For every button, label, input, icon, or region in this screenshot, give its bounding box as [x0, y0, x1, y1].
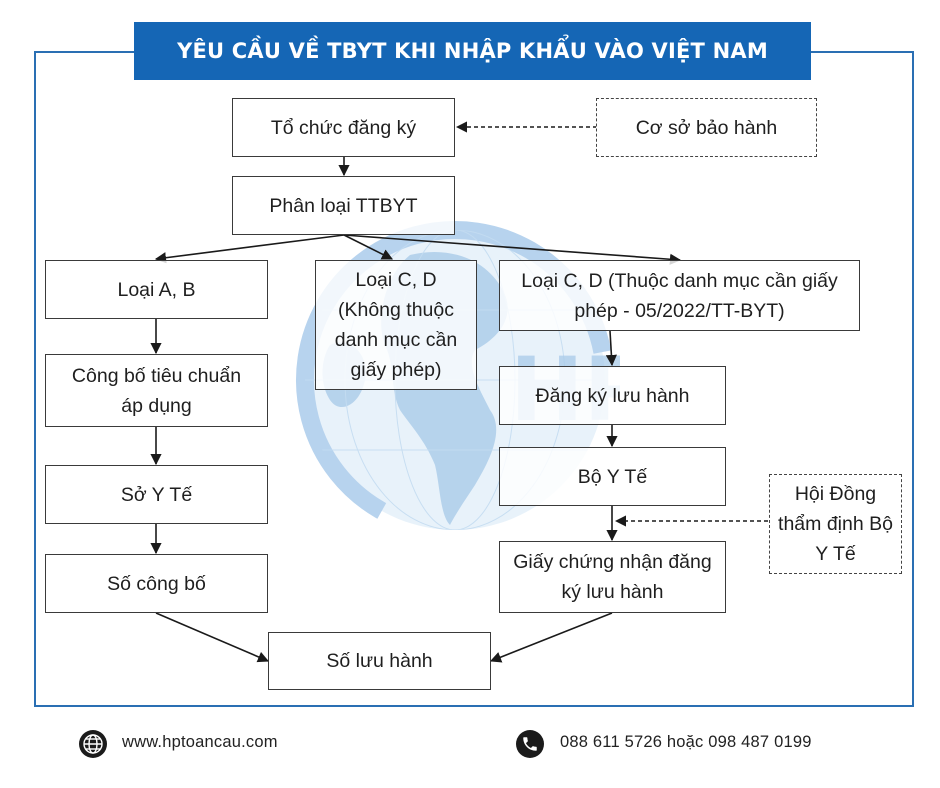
node-bo-y-te: Bộ Y Tế: [499, 447, 726, 506]
node-co-so-bao-hanh: Cơ sở bảo hành: [596, 98, 817, 157]
website-link[interactable]: www.hptoancau.com: [122, 733, 278, 751]
node-hoi-dong-tham-dinh: Hội Đồng thẩm định Bộ Y Tế: [769, 474, 902, 574]
node-to-chuc-dang-ky: Tổ chức đăng ký: [232, 98, 455, 157]
phone-number[interactable]: 088 611 5726 hoặc 098 487 0199: [560, 733, 812, 751]
phone-icon: [516, 730, 544, 758]
arrow-giay-to-soluuhanh: [491, 613, 612, 661]
arrow-phanloai-to-loaicd-thuoc: [344, 235, 680, 260]
node-loai-ab: Loại A, B: [45, 260, 268, 319]
node-dang-ky-luu-hanh: Đăng ký lưu hành: [499, 366, 726, 425]
node-phan-loai: Phân loại TTBYT: [232, 176, 455, 235]
node-so-luu-hanh: Số lưu hành: [268, 632, 491, 690]
arrow-socongbo-to-soluuhanh: [156, 613, 268, 661]
node-loai-cd-thuoc: Loại C, D (Thuộc danh mục cần giấy phép - 05/2022/TT-BYT): [499, 260, 860, 331]
page-title: YÊU CẦU VỀ TBYT KHI NHẬP KHẨU VÀO VIỆT NAM: [134, 22, 811, 80]
node-giay-chung-nhan: Giấy chứng nhận đăng ký lưu hành: [499, 541, 726, 613]
globe-icon: [79, 730, 107, 758]
node-cong-bo-tieu-chuan: Công bố tiêu chuẩn áp dụng: [45, 354, 268, 427]
arrow-phanloai-to-loaiab: [156, 235, 344, 259]
arrow-loaicd-to-dangky: [610, 331, 612, 365]
node-so-y-te: Sở Y Tế: [45, 465, 268, 524]
node-loai-cd-khong-thuoc: Loại C, D (Không thuộc danh mục cần giấy phép): [315, 260, 477, 390]
node-so-cong-bo: Số công bố: [45, 554, 268, 613]
